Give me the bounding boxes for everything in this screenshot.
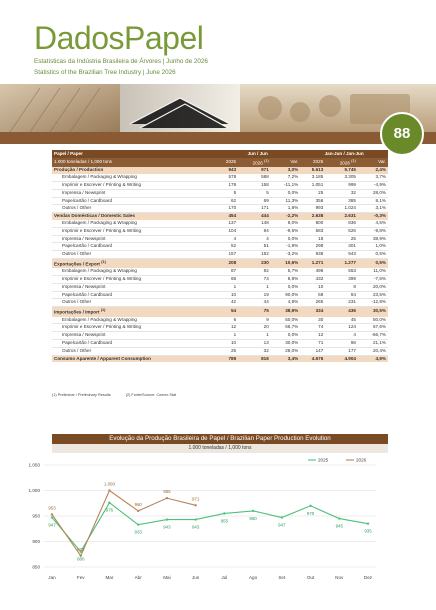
cell-value: 67,6% bbox=[358, 324, 388, 332]
cell-value: 1.277 bbox=[325, 258, 358, 268]
cell-value: 69 bbox=[238, 197, 271, 205]
cell-value: -11,1% bbox=[271, 181, 300, 189]
cell-value: -7,6% bbox=[358, 276, 388, 284]
cell-value: 2,4% bbox=[358, 167, 388, 174]
cell-value: 84 bbox=[325, 291, 358, 299]
unit-label: 1.000 toneladas / 1,000 tons bbox=[52, 158, 215, 167]
cell-value: 4 bbox=[325, 332, 358, 340]
cell-value: 9 bbox=[238, 317, 271, 324]
cell-value: 298 bbox=[300, 243, 325, 251]
cell-value: 152 bbox=[238, 251, 271, 259]
table-row bbox=[52, 332, 388, 340]
cell-value: 301 bbox=[325, 243, 358, 251]
row-label: Papelcartão / Cardboard bbox=[52, 339, 215, 347]
period-jun-header: Jun / Jun bbox=[215, 150, 300, 158]
row-label: Imprensa / Newsprint bbox=[52, 332, 215, 340]
cell-value: 583 bbox=[300, 227, 325, 235]
cell-value: 334 bbox=[300, 307, 325, 317]
cell-value: 0,0% bbox=[271, 332, 300, 340]
cell-value: 12 bbox=[300, 332, 325, 340]
cell-value: 7,2% bbox=[271, 174, 300, 181]
table-group-row bbox=[52, 307, 388, 317]
x-tick-label: Nov bbox=[335, 575, 344, 580]
cell-value: 38,9% bbox=[271, 307, 300, 317]
cell-value: 454 bbox=[215, 213, 238, 220]
production-line-chart bbox=[0, 455, 436, 595]
table-row bbox=[52, 181, 388, 189]
data-point-2025 bbox=[309, 505, 311, 507]
cell-value: 971 bbox=[238, 167, 271, 174]
cell-value: 1,0% bbox=[358, 243, 388, 251]
data-point-2025 bbox=[252, 510, 254, 512]
row-label: Imprimir e Escrever / Printing & Writing bbox=[52, 324, 215, 332]
cell-value: 385 bbox=[325, 197, 358, 205]
page-header bbox=[0, 0, 436, 90]
data-point-2025 bbox=[194, 518, 196, 520]
x-tick-label: Mar bbox=[105, 575, 114, 580]
cell-value: 1.271 bbox=[300, 258, 325, 268]
cell-value: 1 bbox=[215, 283, 238, 291]
cell-value: 66,7% bbox=[271, 324, 300, 332]
cell-value: 432 bbox=[300, 276, 325, 284]
paper-statistics-table bbox=[52, 150, 388, 362]
cell-value: 3,4% bbox=[271, 355, 300, 362]
row-label: Exportações / Export $^{(1)}$ bbox=[52, 258, 215, 268]
col-2026-jun: 2026 $^{(1)}$ bbox=[238, 158, 271, 167]
cell-value: 45 bbox=[325, 317, 358, 324]
chart-title: Evolução da Produção Brasileira de Papel / Brazilian Paper Production Evolution bbox=[52, 434, 388, 444]
table-row bbox=[52, 299, 388, 307]
cell-value: 87 bbox=[215, 268, 238, 275]
cell-value: 42 bbox=[215, 299, 238, 307]
data-label-2025: 943 bbox=[163, 524, 171, 530]
table-row bbox=[52, 347, 388, 355]
cell-value: 32 bbox=[238, 347, 271, 355]
table-row bbox=[52, 283, 388, 291]
cell-value: 1 bbox=[238, 283, 271, 291]
cell-value: 999 bbox=[325, 181, 358, 189]
cell-value: -2,2% bbox=[271, 213, 300, 220]
data-label-2025: 880 bbox=[77, 556, 85, 562]
data-label-2025: 943 bbox=[191, 524, 200, 530]
row-label: Importações / Import $^{(1)}$ bbox=[52, 307, 215, 317]
cell-value: 231 bbox=[325, 299, 358, 307]
cell-value: 178 bbox=[215, 181, 238, 189]
legend-label-2025: 2025 bbox=[318, 457, 329, 463]
x-tick-label: Dez bbox=[363, 575, 373, 580]
cell-value: 18 bbox=[300, 235, 325, 243]
series-line-2025 bbox=[52, 503, 368, 552]
table-row bbox=[52, 243, 388, 251]
period-jan-jun-header: Jan-Jun / Jan-Jun bbox=[300, 150, 388, 158]
data-point-2026 bbox=[108, 489, 110, 491]
cell-value: 68 bbox=[300, 291, 325, 299]
data-label-2026: 960 bbox=[134, 501, 142, 507]
cell-value: 13 bbox=[238, 339, 271, 347]
cell-value: 75 bbox=[238, 307, 271, 317]
data-point-2025 bbox=[108, 502, 110, 504]
table-row bbox=[52, 220, 388, 227]
cell-value: 578 bbox=[215, 174, 238, 181]
data-point-2025 bbox=[137, 523, 139, 525]
table-group-row bbox=[52, 258, 388, 268]
cell-value: 356 bbox=[300, 197, 325, 205]
col-var-ytd: Var. bbox=[358, 158, 388, 167]
cell-value: 3,7% bbox=[358, 174, 388, 181]
cell-value: 836 bbox=[325, 220, 358, 227]
cell-value: 25 bbox=[215, 347, 238, 355]
y-tick-label: 850 bbox=[32, 564, 40, 570]
cell-value: 0,5% bbox=[358, 251, 388, 259]
table-subheader-row bbox=[52, 158, 388, 167]
cell-value: 38,9% bbox=[358, 235, 388, 243]
data-label-2025: 947 bbox=[48, 522, 56, 528]
cell-value: 8,8% bbox=[271, 276, 300, 284]
cell-value: 10 bbox=[215, 291, 238, 299]
x-tick-label: Out bbox=[306, 575, 315, 580]
cell-value: 11,3% bbox=[271, 197, 300, 205]
cell-value: 62 bbox=[215, 197, 238, 205]
cell-value: 147 bbox=[300, 347, 325, 355]
cell-value: 30,5% bbox=[358, 307, 388, 317]
x-tick-label: Ago bbox=[248, 575, 258, 580]
cell-value: 800 bbox=[300, 220, 325, 227]
cell-value: 399 bbox=[325, 276, 358, 284]
cell-value: 2.631 bbox=[325, 213, 358, 220]
row-label: Papelcartão / Cardboard bbox=[52, 197, 215, 205]
cell-value: 1.051 bbox=[300, 181, 325, 189]
data-label-2026: 953 bbox=[48, 505, 56, 511]
data-label-2025: 935 bbox=[364, 528, 372, 534]
cell-value: 2.638 bbox=[300, 213, 325, 220]
cell-value: 1 bbox=[215, 332, 238, 340]
data-point-2026 bbox=[166, 497, 168, 499]
cell-value: -0,3% bbox=[358, 213, 388, 220]
cell-value: 74 bbox=[238, 276, 271, 284]
cell-value: 6 bbox=[215, 317, 238, 324]
data-label-2025: 933 bbox=[134, 529, 142, 535]
table-row bbox=[52, 291, 388, 299]
cell-value: 10,6% bbox=[271, 258, 300, 268]
row-label: Imprensa / Newsprint bbox=[52, 235, 215, 243]
data-label-2026: 872 bbox=[77, 546, 85, 552]
cell-value: 32 bbox=[325, 189, 358, 197]
cell-value: 1,8% bbox=[271, 205, 300, 213]
cell-value: 137 bbox=[215, 220, 238, 227]
chart-subtitle: 1.000 toneladas / 1,000 tons bbox=[52, 444, 388, 453]
cell-value: 436 bbox=[325, 307, 358, 317]
table-title: Papel / Paper bbox=[52, 150, 215, 158]
cell-value: 23,5% bbox=[358, 291, 388, 299]
y-tick-label: 1.000 bbox=[28, 488, 40, 494]
cell-value: 5,7% bbox=[271, 268, 300, 275]
cell-value: 0,5% bbox=[358, 258, 388, 268]
data-point-2026 bbox=[194, 504, 196, 506]
data-point-2026 bbox=[137, 510, 139, 512]
x-tick-label: Jun bbox=[191, 575, 200, 580]
cell-value: 938 bbox=[300, 251, 325, 259]
x-tick-label: Jul bbox=[221, 575, 228, 580]
table-header-row bbox=[52, 150, 388, 158]
row-label: Embalagem / Packaging & Wrapping bbox=[52, 220, 215, 227]
cell-value: 5.613 bbox=[300, 167, 325, 174]
table-row bbox=[52, 268, 388, 275]
cell-value: 104 bbox=[215, 227, 238, 235]
cell-value: 8,1% bbox=[358, 197, 388, 205]
cell-value: 526 bbox=[325, 227, 358, 235]
cell-value: 19 bbox=[238, 291, 271, 299]
cell-value: 54 bbox=[215, 307, 238, 317]
row-label: Produção / Production bbox=[52, 167, 215, 174]
table-row bbox=[52, 227, 388, 235]
cell-value: 21,1% bbox=[358, 339, 388, 347]
row-label: Embalagem / Packaging & Wrapping bbox=[52, 174, 215, 181]
data-point-2026 bbox=[51, 513, 53, 515]
y-tick-label: 950 bbox=[32, 513, 40, 519]
data-point-2025 bbox=[338, 517, 340, 519]
x-tick-label: Jan bbox=[48, 575, 56, 580]
data-label-2025: 970 bbox=[306, 510, 315, 516]
data-label-2026: 971 bbox=[191, 496, 200, 502]
table-row bbox=[52, 205, 388, 213]
cell-value: 92 bbox=[238, 268, 271, 275]
cell-value: 51 bbox=[238, 243, 271, 251]
series-line-2026 bbox=[52, 491, 196, 556]
cell-value: 816 bbox=[238, 355, 271, 362]
cell-value: 1.024 bbox=[325, 205, 358, 213]
table-group-row bbox=[52, 167, 388, 174]
cell-value: 3.305 bbox=[325, 174, 358, 181]
x-tick-label: Fev bbox=[76, 575, 85, 580]
cell-value: 230 bbox=[238, 258, 271, 268]
cell-value: 28,0% bbox=[358, 189, 388, 197]
cell-value: 177 bbox=[325, 347, 358, 355]
y-tick-label: 900 bbox=[32, 539, 40, 545]
x-tick-label: Mai bbox=[163, 575, 171, 580]
cell-value: 28,0% bbox=[271, 347, 300, 355]
table-row bbox=[52, 189, 388, 197]
cell-value: -66,7% bbox=[358, 332, 388, 340]
cell-value: 4.676 bbox=[300, 355, 325, 362]
cell-value: 8,0% bbox=[271, 220, 300, 227]
row-label: Imprimir e Escrever / Printing & Writing bbox=[52, 227, 215, 235]
row-label: Embalagem / Packaging & Wrapping bbox=[52, 317, 215, 324]
cell-value: 5.745 bbox=[325, 167, 358, 174]
cell-value: 789 bbox=[215, 355, 238, 362]
table-row bbox=[52, 174, 388, 181]
cell-value: 4,9% bbox=[358, 355, 388, 362]
cell-value: 4.904 bbox=[325, 355, 358, 362]
cell-value: -4,9% bbox=[358, 181, 388, 189]
cell-value: 68 bbox=[215, 276, 238, 284]
data-label-2025: 960 bbox=[249, 515, 257, 521]
cell-value: 124 bbox=[325, 324, 358, 332]
cell-value: 993 bbox=[300, 205, 325, 213]
legend-label-2026: 2026 bbox=[356, 457, 367, 463]
cell-value: 4 bbox=[238, 235, 271, 243]
cell-value: 4,8% bbox=[271, 299, 300, 307]
cell-value: 50,0% bbox=[358, 317, 388, 324]
row-label: Imprimir e Escrever / Printing & Writing bbox=[52, 276, 215, 284]
cell-value: 171 bbox=[238, 205, 271, 213]
data-point-2025 bbox=[281, 516, 283, 518]
col-2025-ytd: 2025 bbox=[300, 158, 325, 167]
cell-value: 71 bbox=[300, 339, 325, 347]
cell-value: 444 bbox=[238, 213, 271, 220]
table-row bbox=[52, 251, 388, 259]
cell-value: 3.185 bbox=[300, 174, 325, 181]
table-group-row bbox=[52, 213, 388, 220]
cell-value: 265 bbox=[300, 299, 325, 307]
header-band bbox=[0, 132, 436, 144]
cell-value: 5 bbox=[215, 189, 238, 197]
cell-value: 1 bbox=[238, 332, 271, 340]
y-tick-label: 1.050 bbox=[28, 462, 40, 468]
x-tick-label: Abr bbox=[134, 575, 142, 580]
cell-value: 553 bbox=[325, 268, 358, 275]
note-preliminary: (1) Preliminar / Preliminary Results bbox=[52, 393, 111, 397]
cell-value: 44 bbox=[238, 299, 271, 307]
note-source: (2) Fonte/Source: Comex Stat bbox=[125, 393, 177, 397]
data-label-2025: 947 bbox=[278, 522, 286, 528]
table-row bbox=[52, 197, 388, 205]
cell-value: 10 bbox=[300, 283, 325, 291]
cell-value: 588 bbox=[238, 174, 271, 181]
cell-value: 20,4% bbox=[358, 347, 388, 355]
table-row bbox=[52, 339, 388, 347]
cell-value: 90,0% bbox=[271, 291, 300, 299]
cell-value: 158 bbox=[238, 181, 271, 189]
row-label: Consumo Aparente / Apparent Consumption bbox=[52, 355, 215, 362]
data-point-2025 bbox=[223, 512, 225, 514]
cell-value: 157 bbox=[215, 251, 238, 259]
page-number-badge: 88 bbox=[380, 112, 424, 156]
cell-value: 20 bbox=[238, 324, 271, 332]
row-label: Outros / Other bbox=[52, 205, 215, 213]
cell-value: 74 bbox=[300, 324, 325, 332]
subtitle-en: Statistics of the Brazilian Tree Industry | June 2026 bbox=[34, 69, 176, 76]
col-var-jun: Var. bbox=[271, 158, 300, 167]
data-label-2025: 955 bbox=[220, 518, 229, 524]
data-label-2026: 985 bbox=[163, 489, 171, 495]
cell-value: 20,0% bbox=[358, 283, 388, 291]
cell-value: 170 bbox=[215, 205, 238, 213]
row-label: Embalagem / Packaging & Wrapping bbox=[52, 268, 215, 275]
cell-value: -9,8% bbox=[358, 227, 388, 235]
cell-value: 3,0% bbox=[271, 167, 300, 174]
cell-value: -12,8% bbox=[358, 299, 388, 307]
cell-value: 10 bbox=[215, 339, 238, 347]
cell-value: 3,1% bbox=[358, 205, 388, 213]
cell-value: 8 bbox=[325, 283, 358, 291]
data-label-2026: 1.000 bbox=[103, 481, 115, 487]
cell-value: 0,0% bbox=[271, 235, 300, 243]
cell-value: 30 bbox=[300, 317, 325, 324]
cell-value: 148 bbox=[238, 220, 271, 227]
table-row bbox=[52, 235, 388, 243]
row-label: Papelcartão / Cardboard bbox=[52, 243, 215, 251]
data-point-2025 bbox=[166, 518, 168, 520]
cell-value: 4 bbox=[215, 235, 238, 243]
row-label: Imprensa / Newsprint bbox=[52, 283, 215, 291]
cell-value: 208 bbox=[215, 258, 238, 268]
data-point-2026 bbox=[80, 555, 82, 557]
cell-value: 943 bbox=[215, 167, 238, 174]
data-label-2025: 976 bbox=[105, 507, 114, 513]
data-point-2025 bbox=[51, 516, 53, 518]
table-row bbox=[52, 317, 388, 324]
cell-value: 30,0% bbox=[271, 339, 300, 347]
table-notes bbox=[52, 393, 190, 397]
data-point-2025 bbox=[367, 522, 369, 524]
logo: DadosPapel bbox=[34, 20, 204, 56]
cell-value: 943 bbox=[325, 251, 358, 259]
row-label: Imprensa / Newsprint bbox=[52, 189, 215, 197]
cell-value: 25 bbox=[325, 235, 358, 243]
cell-value: 50,0% bbox=[271, 317, 300, 324]
header-photo-strip bbox=[0, 84, 436, 132]
col-2026-ytd: 2026 $^{(1)}$ bbox=[325, 158, 358, 167]
cell-value: 12 bbox=[215, 324, 238, 332]
table-row bbox=[52, 324, 388, 332]
row-label: Outros / Other bbox=[52, 251, 215, 259]
cell-value: 86 bbox=[325, 339, 358, 347]
row-label: Outros / Other bbox=[52, 347, 215, 355]
table-row bbox=[52, 276, 388, 284]
row-label: Papelcartão / Cardboard bbox=[52, 291, 215, 299]
cell-value: -1,9% bbox=[271, 243, 300, 251]
row-label: Vendas Domésticas / Domestic Sales bbox=[52, 213, 215, 220]
table-total-row bbox=[52, 355, 388, 362]
col-2025-jun: 2025 bbox=[215, 158, 238, 167]
cell-value: 4,5% bbox=[358, 220, 388, 227]
cell-value: 94 bbox=[238, 227, 271, 235]
cell-value: 498 bbox=[300, 268, 325, 275]
row-label: Imprimir e Escrever / Printing & Writing bbox=[52, 181, 215, 189]
row-label: Outros / Other bbox=[52, 299, 215, 307]
cell-value: -9,6% bbox=[271, 227, 300, 235]
cell-value: 11,0% bbox=[358, 268, 388, 275]
cell-value: 25 bbox=[300, 189, 325, 197]
cell-value: 5 bbox=[238, 189, 271, 197]
cell-value: 0,0% bbox=[271, 283, 300, 291]
cell-value: -3,2% bbox=[271, 251, 300, 259]
cell-value: 52 bbox=[215, 243, 238, 251]
x-tick-label: Set bbox=[278, 575, 286, 580]
subtitle-pt: Estatísticas da Indústria Brasileira de Árvores | Junho de 2026 bbox=[34, 58, 208, 65]
data-label-2025: 945 bbox=[335, 523, 343, 529]
cell-value: 0,0% bbox=[271, 189, 300, 197]
